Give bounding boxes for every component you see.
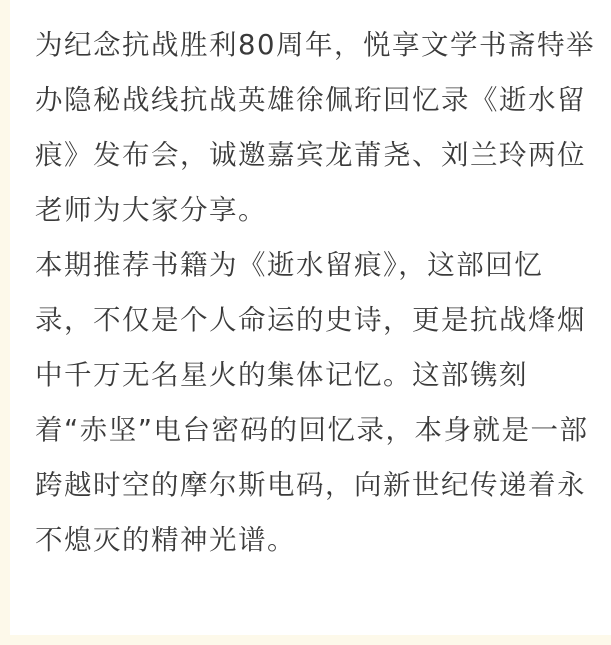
paragraph-book-recommendation: 本期推荐书籍为《逝水留痕》，这部回忆录，不仅是个人命运的史诗，更是抗战烽烟中千万无名星火的集体记忆。这部镌刻着“赤坚”电台密码的回忆录，本身就是一部跨越时空的摩尔斯电码，向新世纪传递着永不熄灭的精神光谱。	[35, 249, 589, 556]
article-card	[10, 0, 611, 635]
paragraph-event-announcement: 为纪念抗战胜利80周年，悦享文学书斋特举办隐秘战线抗战英雄徐佩珩回忆录《逝水留痕》发布会，诚邀嘉宾龙莆尧、刘兰玲两位老师为大家分享。	[35, 29, 595, 226]
